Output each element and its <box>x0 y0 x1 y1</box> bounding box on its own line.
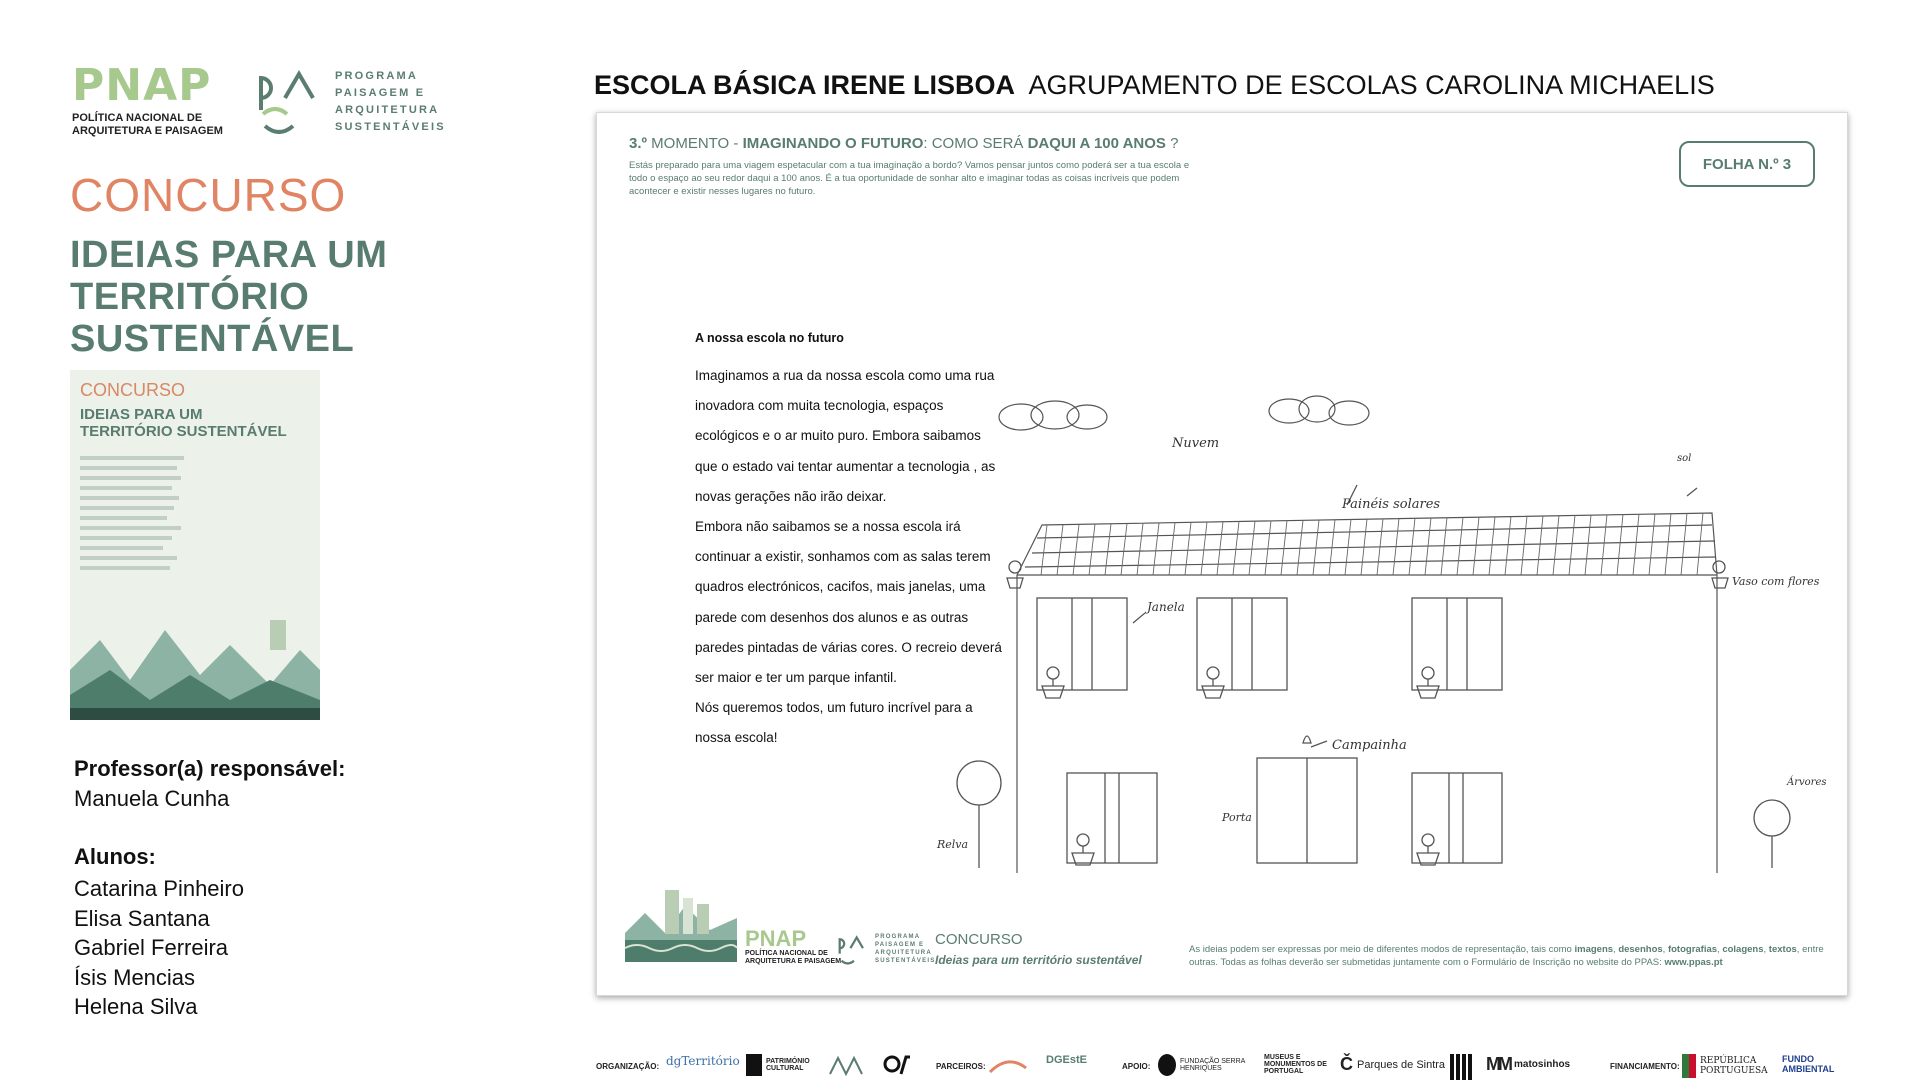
essay-text <box>695 361 1030 754</box>
main-door-drawing <box>1257 758 1357 863</box>
worksheet <box>596 112 1848 996</box>
parques-sintra-logo <box>1340 1054 1445 1075</box>
footer-note-text: As ideias podem ser expressas por meio de diferentes modos de representação, tais como <box>1189 944 1575 955</box>
solar-panel-line <box>1153 523 1159 575</box>
footer-ppas-line: PROGRAMA <box>875 934 921 940</box>
students-list <box>74 874 244 1022</box>
solar-panel-line <box>1201 522 1207 575</box>
solar-panel-line <box>1569 515 1575 575</box>
republica-flag-icon <box>1682 1054 1696 1078</box>
footer-pnap-logo <box>745 928 841 966</box>
footer-pnap-line: ARQUITETURA E PAISAGEM <box>745 958 842 965</box>
momento-heading <box>629 135 1178 152</box>
label-paineis: Painéis solares <box>1342 497 1441 512</box>
solar-panel-line <box>1681 513 1687 575</box>
label-vaso: Vaso com flores <box>1732 575 1820 588</box>
ppas-line: PROGRAMA <box>335 70 418 82</box>
solar-panel-line <box>1185 522 1191 575</box>
parceiros-label: PARCEIROS: <box>936 1062 986 1071</box>
solar-panel-line <box>1137 523 1143 575</box>
ideias-title-line: IDEIAS PARA UM <box>70 234 388 276</box>
apoio-label: APOIO: <box>1122 1062 1151 1071</box>
footer-ppas-line: SUSTENTÁVEIS <box>875 958 936 964</box>
footer-ideias: Ideias para um território sustentável <box>935 953 1142 967</box>
parques-sintra-text: Parques de Sintra <box>1357 1058 1446 1071</box>
essay-title: A nossa escola no futuro <box>695 331 844 345</box>
essay-line: continuar a existir, sonhamos com as salas terem <box>695 549 991 565</box>
sheet-number-badge: FOLHA N.º 3 <box>1679 141 1815 187</box>
footer-pnap-mark: PNAP <box>745 926 807 951</box>
dge-logo-icon <box>988 1054 1028 1078</box>
momento-end: ? <box>1170 135 1179 152</box>
matosinhos-logo <box>1486 1054 1570 1075</box>
ideias-title <box>70 234 390 360</box>
footer-note-bold: textos <box>1768 944 1797 955</box>
sponsors-bar <box>596 1052 1846 1084</box>
tree-drawing <box>957 761 1001 868</box>
school-group: AGRUPAMENTO DE ESCOLAS CAROLINA MICHAELIS <box>1028 70 1715 100</box>
essay-line: Nós queremos todos, um futuro incrível para a <box>695 700 973 716</box>
regional-logo <box>1450 1054 1472 1080</box>
footer-concurso: CONCURSO <box>935 931 1023 948</box>
patrimonio-icon <box>746 1054 762 1076</box>
solar-panel-line <box>1521 516 1527 575</box>
essay-line: nossa escola! <box>695 730 778 746</box>
footer-note: As ideias podem ser expressas por meio de diferentes modos de representação, tais como imagens, desenhos, fotografias, colagens, textos, entre outras. Todas as folhas deverão ser submetidas juntamente com o Formulário de Inscrição no website do PPAS: www.ppas.pt <box>1189 944 1824 968</box>
students-label: Alunos: <box>74 844 156 869</box>
ppas-logo <box>255 64 455 144</box>
solar-panel-line <box>1057 525 1063 575</box>
label-janela: Janela <box>1147 600 1185 614</box>
window-drawing <box>1412 598 1502 690</box>
flower-pot-drawing <box>1042 667 1064 698</box>
ppas-logo-icon <box>255 64 331 140</box>
footer-note-bold: fotografias <box>1667 944 1718 955</box>
solar-panel-line <box>1473 517 1479 575</box>
solar-panel-line <box>1041 525 1047 575</box>
poster-ideias-line: TERRITÓRIO SUSTENTÁVEL <box>80 423 287 440</box>
fundo-ambiental-logo: FUNDO AMBIENTAL <box>1782 1054 1835 1074</box>
concurso-title: CONCURSO <box>70 169 347 221</box>
solar-panel-line <box>1697 513 1703 575</box>
footer-ppas-line: ARQUITETURA <box>875 950 932 956</box>
solar-panel-line <box>1217 522 1223 575</box>
student-name: Ísis Mencias <box>74 964 196 990</box>
organizacao-label: ORGANIZAÇÃO: <box>596 1062 660 1071</box>
school-name: ESCOLA BÁSICA IRENE LISBOA <box>594 70 1016 100</box>
solar-panel-line <box>1249 521 1255 575</box>
regional-logo-icon <box>1450 1054 1472 1080</box>
school-drawing <box>937 313 1827 873</box>
fundacao-serra-henriques-logo <box>1158 1054 1250 1076</box>
momento-number: 3.º <box>629 135 647 152</box>
solar-panel-line <box>1121 524 1127 576</box>
label-sol: sol <box>1677 453 1692 464</box>
pnap-logo-mark: PNAP <box>72 60 212 111</box>
essay-line: inovadora com muita tecnologia, espaços <box>695 398 944 414</box>
org-logo-4 <box>884 1054 912 1078</box>
label-porta: Porta <box>1222 811 1252 824</box>
fundacao-text: FUNDAÇÃO SERRA HENRIQUES <box>1180 1058 1245 1072</box>
poster-ideias <box>80 406 287 440</box>
essay-line: Embora não saibamos se a nossa escola irá <box>695 519 961 535</box>
essay-line: ecológicos e o ar muito puro. Embora saibamos <box>695 428 981 444</box>
momento-mid: : COMO SERÁ <box>923 135 1024 152</box>
solar-panel-line <box>1537 516 1543 575</box>
matosinhos-text: matosinhos <box>1514 1059 1571 1070</box>
student-name: Elisa Santana <box>74 905 210 931</box>
solar-panel-line <box>1281 521 1287 576</box>
solar-panel-line <box>1633 514 1639 575</box>
pnap-logo-line2: ARQUITETURA E PAISAGEM <box>72 125 223 137</box>
solar-panel-line <box>1585 515 1591 575</box>
pnap-logo-line1: POLÍTICA NACIONAL DE <box>72 112 203 124</box>
essay-line: Imaginamos a rua da nossa escola como uma rua <box>695 368 995 383</box>
cloud-drawing <box>1269 396 1369 425</box>
tree-drawing <box>1754 800 1790 868</box>
solar-panel-line <box>1073 524 1079 575</box>
dgterritorio-logo: dgTerritório <box>666 1054 740 1068</box>
org-logo-icon <box>884 1054 912 1078</box>
poster-text-block <box>80 450 310 576</box>
solar-panel-line <box>1105 524 1111 575</box>
matosinhos-icon: MM <box>1486 1054 1510 1074</box>
essay-line: que o estado vai tentar aumentar a tecnologia , as <box>695 458 996 474</box>
essay-line: paredes pintadas de várias cores. O recreio deverá <box>695 639 1002 655</box>
dgeste-logo: DGEstE <box>1046 1054 1087 1066</box>
window-drawing <box>1197 598 1287 690</box>
org-logo-icon <box>828 1054 864 1078</box>
label-campainha: Campainha <box>1332 738 1407 753</box>
ideias-title-line: TERRITÓRIO <box>70 276 310 318</box>
footer-note-bold: imagens <box>1574 944 1614 955</box>
bell-drawing <box>1303 736 1311 743</box>
essay-line: parede com desenhos dos alunos e as outras <box>695 609 969 625</box>
flower-pot-drawing <box>1072 834 1094 865</box>
contest-poster-thumbnail <box>70 370 320 720</box>
ppas-logo-text <box>335 68 446 136</box>
flower-pot-drawing <box>1417 834 1439 865</box>
org-logo-3 <box>828 1054 864 1078</box>
momento-title: IMAGINANDO O FUTURO <box>742 135 924 152</box>
professor-name: Manuela Cunha <box>74 786 230 811</box>
solar-panel-line <box>1265 521 1271 575</box>
solar-panel-line <box>1169 523 1175 575</box>
flower-pot-drawing <box>1417 667 1439 698</box>
footer-school-illustration <box>625 878 737 962</box>
solar-panel-line <box>1505 516 1511 575</box>
ideias-title-line: SUSTENTÁVEL <box>70 318 355 360</box>
essay-line: quadros electrónicos, cacifos, mais janelas, uma <box>695 579 986 595</box>
footer-note-bold: colagens <box>1722 944 1764 955</box>
solar-panel-line <box>1489 517 1495 575</box>
footer-url[interactable]: www.ppas.pt <box>1664 957 1723 968</box>
momento-word: MOMENTO - <box>651 135 739 152</box>
ppas-line: SUSTENTÁVEIS <box>335 121 446 133</box>
student-name: Gabriel Ferreira <box>74 935 229 960</box>
momento-description: Estás preparado para uma viagem espetacular com a tua imaginação a bordo? Vamos pensar juntos como poderá ser a tua escola e todo o espaço ao seu redor daqui a 100 anos. É a tua oportunidade de sonhar alto e imaginar todas as coisas incríveis que podem acontecer e existir nesses lugares no futuro. <box>629 160 1190 197</box>
poster-ideias-line: IDEIAS PARA UM <box>80 406 203 423</box>
patrimonio-cultural-logo <box>746 1054 816 1076</box>
pnap-logo-subtitle <box>72 112 242 138</box>
solar-panel-line <box>1297 520 1303 575</box>
flower-pot-drawing <box>1202 667 1224 698</box>
label-arvores: Árvores <box>1787 777 1827 788</box>
solar-panel-line <box>1617 514 1623 575</box>
door-drawing <box>1067 773 1157 863</box>
footer-note-bold: desenhos <box>1618 944 1663 955</box>
poster-concurso: CONCURSO <box>80 380 186 400</box>
pnap-logo <box>72 60 242 140</box>
solar-panel-line <box>1665 513 1671 575</box>
dge-logo <box>988 1054 1028 1078</box>
essay-line: novas gerações não irão deixar. <box>695 488 887 504</box>
footer-ppas-text <box>875 933 935 965</box>
school-header <box>594 70 1715 101</box>
patrimonio-text: PATRIMÓNIO CULTURAL <box>766 1058 810 1072</box>
museus-monumentos-logo: MUSEUS E MONUMENTOS DE PORTUGAL <box>1264 1054 1327 1075</box>
solar-panel-line <box>1553 515 1559 575</box>
republica-portuguesa-logo <box>1682 1054 1768 1078</box>
footer-ppas-icon <box>837 933 871 967</box>
parques-sintra-icon: Č <box>1340 1054 1353 1074</box>
student-name: Helena Silva <box>74 994 198 1019</box>
footer-ppas-line: PAISAGEM E <box>875 942 925 948</box>
footer-ppas-logo <box>837 933 936 972</box>
professor-label: Professor(a) responsável: <box>74 756 346 781</box>
student-name: Catarina Pinheiro <box>74 876 244 901</box>
solar-panel-line <box>1089 524 1095 575</box>
window-drawing <box>1037 598 1127 690</box>
momento-title-2: DAQUI A 100 ANOS <box>1027 135 1166 152</box>
door-drawing <box>1412 773 1502 863</box>
footer-pnap-line: POLÍTICA NACIONAL DE <box>745 950 828 957</box>
republica-text: REPÚBLICA PORTUGUESA <box>1700 1056 1768 1076</box>
poster-landscape-illustration <box>70 600 320 720</box>
ppas-line: PAISAGEM E <box>335 87 426 99</box>
solar-panel-line <box>1649 514 1655 575</box>
solar-panel-line <box>1233 521 1239 575</box>
solar-panel-line <box>1601 515 1607 576</box>
footer-note-text: entre outras. Todas as folhas deverão ser submetidas juntamente com o Formulário de Inscrição no website do PPAS: <box>1189 944 1824 968</box>
fundacao-icon <box>1158 1054 1176 1076</box>
essay-line: ser maior e ter um parque infantil. <box>695 670 897 686</box>
label-relva: Relva <box>937 838 969 851</box>
label-nuvem: Nuvem <box>1172 436 1220 451</box>
financiamento-label: FINANCIAMENTO: <box>1610 1062 1680 1071</box>
ppas-line: ARQUITETURA <box>335 104 440 116</box>
cloud-drawing <box>999 401 1107 430</box>
